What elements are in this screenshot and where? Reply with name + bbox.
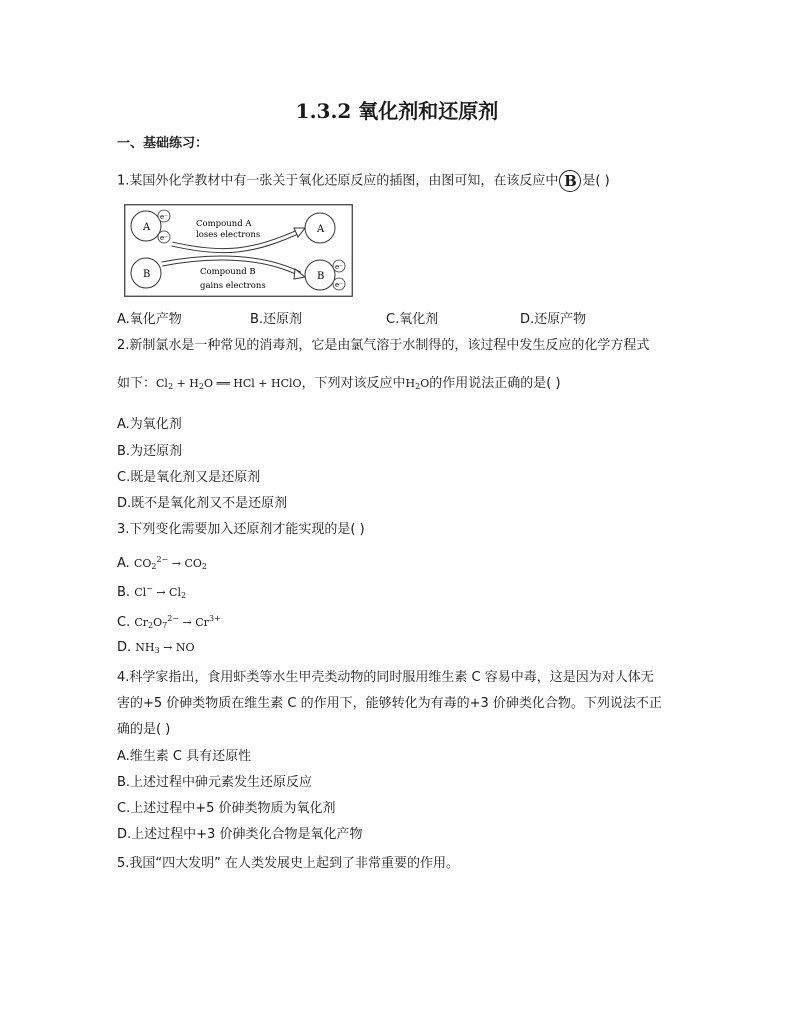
eq-o: O [203,377,213,390]
q3-option-c[interactable] [117,610,221,635]
q3-a-prefix: A. [117,556,134,571]
q4-option-a[interactable]: A.维生素 C 具有还原性 [117,749,252,764]
q1-option-a[interactable]: A.氧化产物 [117,312,182,327]
circled-b-symbol: B [559,170,581,192]
question-2-line-1: 2.新制氯水是一种常见的消毒剂，它是由氯气溶于水制得的，该过程中发生反应的化学方程式 [117,338,650,353]
b-label-left: B [143,269,151,280]
q4-option-b[interactable]: B.上述过程中砷元素发生还原反应 [117,775,313,790]
question-2-line-2 [117,375,561,396]
question-4-line-2: 害的+5 价砷类物质在维生素 C 的作用下，能够转化为有毒的+3 价砷类化合物。下列说法不正 [117,696,662,711]
electron-b2-label: e⁻ [335,281,343,289]
a-label-right: A [317,224,325,235]
h2o-formula [406,377,430,390]
q2-option-b[interactable]: B.为还原剂 [117,444,183,459]
q2-prefix: 如下： [117,376,157,391]
question-5-stem: 5.我国“四大发明” 在人类发展史上起到了非常重要的作用。 [117,856,460,871]
q3-c-formula: $Cr_2O_7^{2-} \to Cr^{3+}$ [134,614,221,630]
a-label-left: A [143,222,151,233]
compound-a-label-1: Compound A [196,219,252,229]
eq-sign: ══ [212,377,234,390]
q3-option-a[interactable] [117,551,207,576]
q2-option-c[interactable]: C.既是氧化剂又是还原剂 [117,470,261,485]
question-4-line-1: 4.科学家指出，食用虾类等水生甲壳类动物的同时服用维生素 C 容易中毒，这是因为对人体无 [117,670,654,685]
question-1-stem [117,170,610,192]
q3-a-formula: $CO_2^{2-} \to CO_2$ [133,555,208,571]
question-3-stem: 3.下列变化需要加入还原剂才能实现的是( ) [117,522,365,537]
q3-c-prefix: C. [117,615,135,630]
q2-suffix: ，下列对该反应中 [301,376,406,391]
q1-stem-after: 是( ) [582,173,610,189]
question-4-line-3: 确的是( ) [117,722,171,737]
q3-b-formula: $Cl^- \to Cl_2$ [134,584,187,600]
electron-a2-label: e⁻ [160,234,168,242]
page-title: 1.3.2 氧化剂和还原剂 [295,99,499,123]
compound-b-label-1: Compound B [200,267,256,277]
electron-a1-label: e⁻ [160,213,168,221]
h2o-o: O [420,377,430,390]
eq-products: HCl + HClO [233,377,302,390]
h2o-h: H [405,377,416,390]
q2-end: 的作用说法正确的是( ) [429,376,561,391]
compound-b-label-2: gains electrons [200,281,266,291]
section-heading: 一、基础练习： [117,136,209,151]
q3-option-b[interactable] [117,580,186,605]
q1-option-c[interactable]: C.氧化剂 [386,312,439,327]
eq-plus-h: + H [173,377,199,390]
q2-option-a[interactable]: A.为氧化剂 [117,417,182,432]
q1-option-b[interactable]: B.还原剂 [250,312,303,327]
q3-option-d[interactable] [117,639,194,660]
q3-d-prefix: D. [117,640,136,655]
q1-option-d[interactable]: D.还原产物 [520,312,587,327]
electron-b1-label: e⁻ [335,263,343,271]
q4-option-d[interactable]: D.上述过程中+3 价砷类化合物是氧化产物 [117,827,363,842]
b-label-right: B [317,271,325,282]
q1-stem-before: 1.某国外化学教材中有一张关于氧化还原反应的插图，由图可知，在该反应中 [117,173,559,189]
compound-a-label-2: loses electrons [196,230,261,240]
q3-b-prefix: B. [117,585,135,600]
q4-option-c[interactable]: C.上述过程中+5 价砷类物质为氧化剂 [117,801,336,816]
h2o-sub: 2 [415,382,421,391]
q3-d-formula: $NH_3$ → NO [135,641,195,655]
q2-option-d[interactable]: D.既不是氧化剂又不是还原剂 [117,496,288,511]
redox-diagram [124,204,353,297]
chemical-equation [156,377,302,390]
eq-cl: Cl [156,377,168,390]
eq-h-sub: 2 [198,382,204,391]
eq-cl-sub: 2 [167,382,174,391]
